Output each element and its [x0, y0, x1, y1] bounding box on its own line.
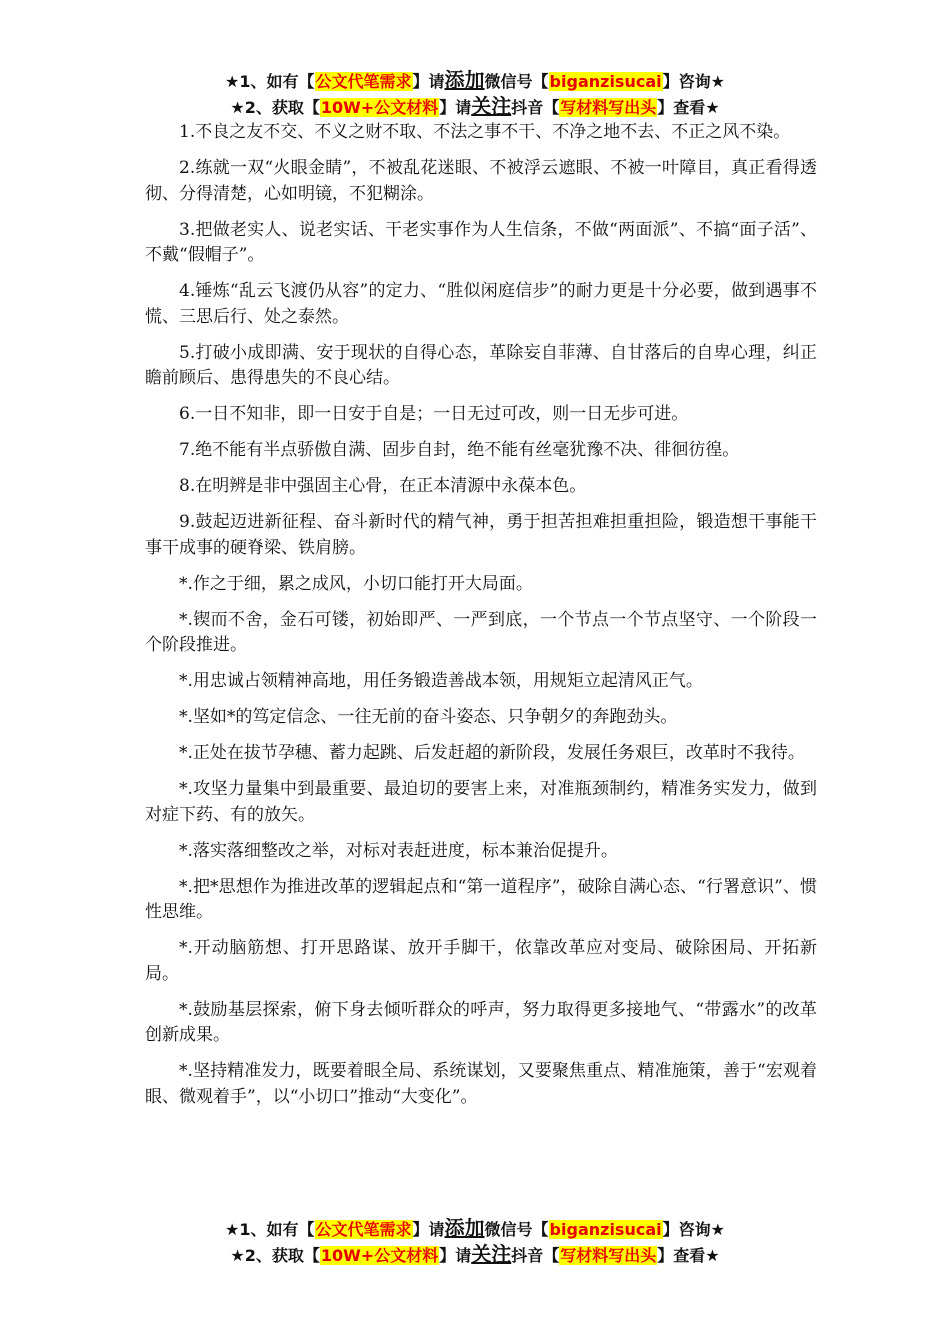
- paragraph: *.作之于细，累之成风，小切口能打开大局面。: [179, 573, 533, 594]
- document-body: [145, 120, 817, 1121]
- paragraph: *.攻坚力量集中到最重要、最迫切的要害上来，对准瓶颈制约，精准务实发力，做到对症下药、有的放矢。: [145, 779, 817, 825]
- wechat-id: biganzisucai: [549, 72, 662, 91]
- paragraph: 2.练就一双“火眼金睛”，不被乱花迷眼、不被浮云遮眼、不被一叶障目，真正看得透彻、分得清楚，心如明镜，不犯糊涂。: [145, 158, 817, 204]
- paragraph: 4.锤炼“乱云飞渡仍从容”的定力、“胜似闲庭信步”的耐力更是十分必要，做到遇事不慌、三思后行、处之泰然。: [145, 281, 817, 327]
- paragraph: *.鼓励基层探索，俯下身去倾听群众的呼声，努力取得更多接地气、“带露水”的改革创新成果。: [145, 999, 817, 1045]
- paragraph: *.锲而不舍，金石可镂，初始即严、一严到底，一个节点一个节点坚守、一个阶段一个阶段推进。: [145, 609, 817, 655]
- paragraph: *.开动脑筋想、打开思路谋、放开手脚干，依靠改革应对变局、破除困局、开拓新局。: [145, 938, 817, 984]
- paragraph: 1.不良之友不交、不义之财不取、不法之事不干、不净之地不去、不正之风不染。: [179, 122, 791, 142]
- paragraph: 6.一日不知非，即一日安于自是；一日无过可改，则一日无步可进。: [179, 404, 689, 424]
- paragraph: *.坚如*的笃定信念、一往无前的奋斗姿态、只争朝夕的奔跑劲头。: [179, 707, 678, 727]
- paragraph: 8.在明辨是非中强固主心骨，在正本清源中永葆本色。: [179, 476, 587, 496]
- douyin-account: 写材料写出头: [560, 1246, 657, 1265]
- highlight-materials: 10W+公文材料: [320, 1246, 439, 1265]
- highlight-ghostwriting: 公文代笔需求: [315, 1220, 412, 1239]
- banner-line-1: ★1、如有【公文代笔需求】请添加微信号【biganzisucai】咨询★: [225, 1216, 725, 1240]
- banner-line-2: ★2、获取【10W+公文材料】请关注抖音【写材料写出头】查看★: [230, 1242, 720, 1266]
- paragraph: 5.打破小成即满、安于现状的自得心态，革除妄自菲薄、自甘落后的自卑心理，纠正瞻前顾后、患得患失的不良心结。: [145, 342, 817, 388]
- banner-line-1: ★1、如有【公文代笔需求】请添加微信号【biganzisucai】咨询★: [225, 68, 725, 92]
- wechat-id: biganzisucai: [549, 1220, 662, 1239]
- paragraph: *.把*思想作为推进改革的逻辑起点和“第一道程序”，破除自满心态、“行署意识”、惯性思维。: [145, 876, 817, 922]
- douyin-account: 写材料写出头: [560, 98, 657, 117]
- paragraph: *.坚持精准发力，既要着眼全局、系统谋划，又要聚焦重点、精准施策，善于“宏观着眼、微观着手”，以“小切口”推动“大变化”。: [145, 1061, 817, 1107]
- paragraph: *.用忠诚占领精神高地，用任务锻造善战本领，用规矩立起清风正气。: [179, 671, 703, 691]
- paragraph: 3.把做老实人、说老实话、干老实事作为人生信条，不做“两面派”、不搞“面子活”、不戴“假帽子”。: [145, 219, 817, 265]
- paragraph: *.落实落细整改之举，对标对表赶进度，标本兼治促提升。: [179, 840, 618, 861]
- paragraph: 9.鼓起迈进新征程、奋斗新时代的精气神，勇于担苦担难担重担险，锻造想干事能干事干成事的硬脊梁、铁肩膀。: [145, 512, 817, 558]
- banner-line-2: ★2、获取【10W+公文材料】请关注抖音【写材料写出头】查看★: [230, 94, 720, 118]
- header-banner: [0, 68, 950, 120]
- highlight-ghostwriting: 公文代笔需求: [315, 72, 412, 91]
- highlight-materials: 10W+公文材料: [320, 98, 439, 117]
- paragraph: *.正处在拔节孕穗、蓄力起跳、后发赶超的新阶段，发展任务艰巨，改革时不我待。: [179, 743, 805, 763]
- footer-banner: [0, 1216, 950, 1268]
- paragraph: 7.绝不能有半点骄傲自满、固步自封，绝不能有丝毫犹豫不决、徘徊彷徨。: [179, 440, 740, 460]
